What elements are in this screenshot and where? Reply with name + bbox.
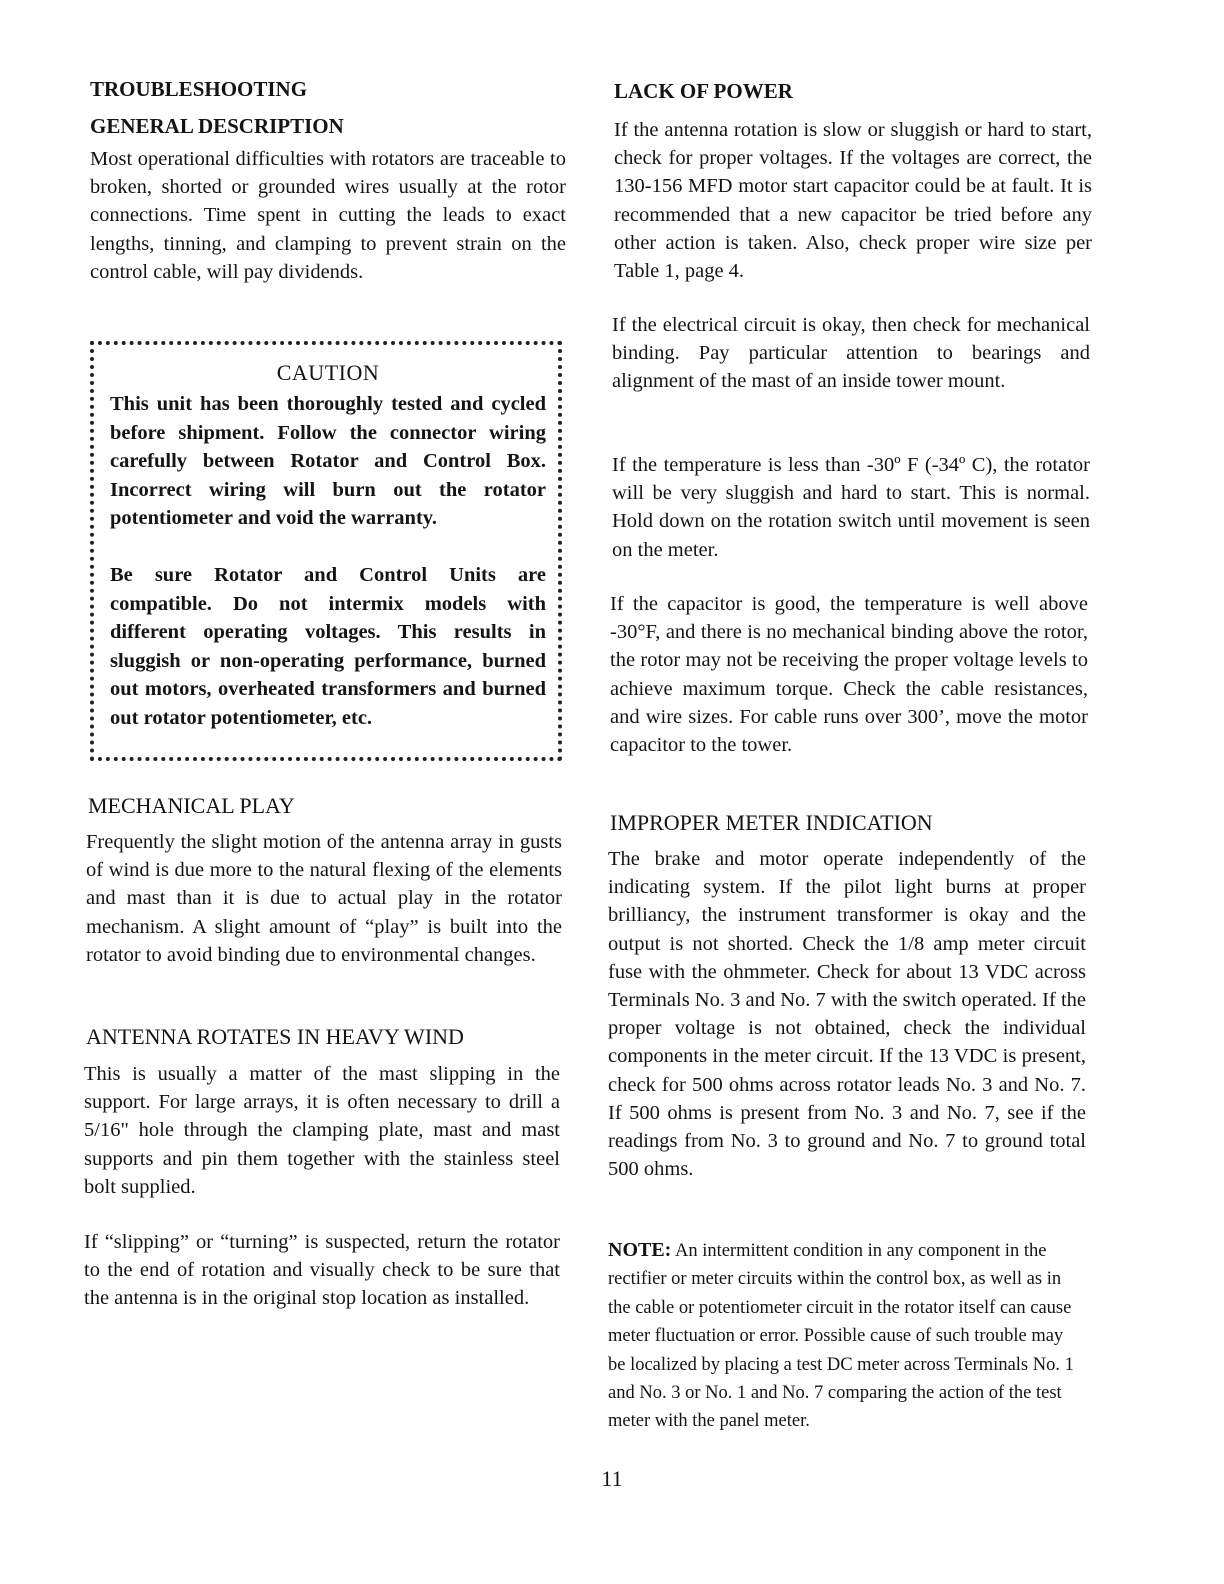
lack-of-power-text-4: If the capacitor is good, the temperature is well above -30°F, and there is no mechanical binding above the rotor, the rotor may not be receiving the proper voltage levels to achieve maximum torque. Check the cable resistances, and wire sizes. For cable runs over 300’, move the motor capacitor to the tower. [610,593,1088,757]
general-description-heading: GENERAL DESCRIPTION [90,114,344,138]
lack-of-power-heading: LACK OF POWER [614,79,793,103]
heavy-wind-text-2: If “slipping” or “turning” is suspected, return the rotator to the end of rotation and visually check to be sure that the antenna is in the original stop location as installed. [84,1231,560,1310]
note-text: An intermittent condition in any component in the rectifier or meter circuits within the control box, as well as in the cable or potentiometer circuit in the rotator itself can cause meter fluctuation or error. Possible cause of such trouble may be localized by placing a test DC meter across Terminals No. 1 and No. 3 or No. 1 and No. 7 comparing the action of the test meter with the panel meter. [608,1241,1074,1432]
note-label: NOTE: [608,1239,672,1261]
note-paragraph [608,1236,1084,1436]
meter-indication-heading: IMPROPER METER INDICATION [610,810,933,835]
mechanical-play-heading: MECHANICAL PLAY [88,793,295,818]
caution-text-wiring: This unit has been thoroughly tested and cycled before shipment. Follow the connector wiring carefully between Rotator and Control Box. Incorrect wiring will burn out the rotator potentiometer and void the warranty. [110,393,546,530]
caution-box [90,341,562,761]
lack-of-power-text-3: If the temperature is less than -30º F (-34º C), the rotator will be very sluggish and hard to start. This is normal. Hold down on the rotation switch until movement is seen on the meter. [612,454,1090,561]
heavy-wind-text-1: This is usually a matter of the mast slipping in the support. For large arrays, it is often necessary to drill a 5/16" hole through the clamping plate, mast and mast supports and pin them together with the stainless steel bolt supplied. [84,1063,560,1198]
page-number: 11 [601,1466,623,1491]
lack-of-power-text-1: If the antenna rotation is slow or sluggish or hard to start, check for proper voltages. If the voltages are correct, the 130-156 MFD motor start capacitor could be at fault. It is recommended that a new capacitor be tried before any other action is taken. Also, check proper wire size per Table 1, page 4. [614,119,1092,283]
meter-indication-text: The brake and motor operate independently of the indicating system. If the pilot light burns at proper brilliancy, the instrument transformer is okay and the output is not shorted. Check the 1/8 amp meter circuit fuse with the ohmmeter. Check for about 13 VDC across Terminals No. 3 and No. 7 with the switch operated. If the proper voltage is not obtained, check the individual components in the meter circuit. If the 13 VDC is present, check for 500 ohms across rotator leads No. 3 and No. 7. If 500 ohms is present from No. 3 and No. 7, see if the readings from No. 3 to ground and No. 7 to ground total 500 ohms. [608,848,1086,1181]
lack-of-power-text-2: If the electrical circuit is okay, then check for mechanical binding. Pay particular attention to bearings and alignment of the mast of an inside tower mount. [612,314,1090,393]
caution-title: CAUTION [276,360,380,385]
section-title: TROUBLESHOOTING [90,77,308,101]
heavy-wind-heading: ANTENNA ROTATES IN HEAVY WIND [86,1024,464,1049]
caution-text-compatibility: Be sure Rotator and Control Units are compatible. Do not intermix models with different operating voltages. This results in sluggish or non-operating performance, burned out motors, overheated transformers and burned out rotator potentiometer, etc. [110,563,546,729]
general-description-text: Most operational difficulties with rotators are traceable to broken, shorted or grounded wires usually at the rotor connections. Time spent in cutting the leads to exact lengths, tinning, and clamping to prevent strain on the control cable, will pay dividends. [90,148,566,283]
mechanical-play-text: Frequently the slight motion of the antenna array in gusts of wind is due more to the natural flexing of the elements and mast than it is due to actual play in the rotator mechanism. A slight amount of “play” is built into the rotator to avoid binding due to environmental changes. [86,831,562,966]
